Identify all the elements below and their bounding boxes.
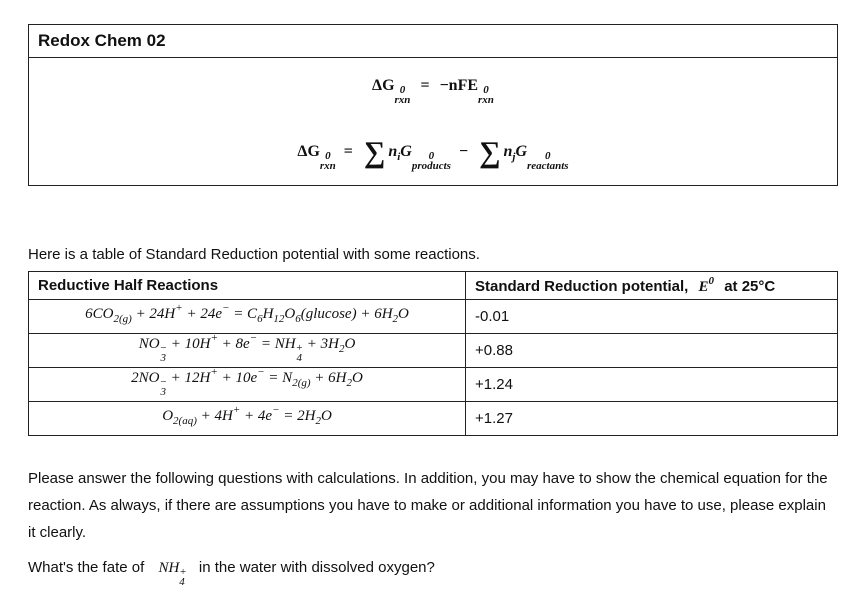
table-row (29, 368, 838, 402)
gibbs-sum-equation: ΔG 0 rxn = ∑ $n_iG$ 0 products − ∑ $n_jG$ 0 reactants (297, 136, 569, 172)
gibbs-faraday-equation: ΔG 0 rxn = −nFE 0 rxn (372, 77, 494, 106)
reaction-nitrate-nitrogen: 2NO − 3 + $12H^+ + 10e^- = N_{2(g)} + 6H_2O$ (29, 368, 466, 402)
table-row (29, 402, 838, 436)
potential-value: +1.27 (466, 402, 838, 436)
potential-value: +0.88 (466, 334, 838, 368)
potential-value: +1.24 (466, 368, 838, 402)
instructions-paragraph: Please answer the following questions with calculations. In addition, you may have to show the chemical equation for the reaction. As always, if there are assumptions you have to make or additional information you have to use, please explain it clearly. (28, 470, 828, 541)
potential-column-header: Standard Reduction potential, $E^0$ at 25°C (466, 272, 838, 300)
reaction-column-header: Reductive Half Reactions (29, 272, 466, 300)
table-intro-text: Here is a table of Standard Reduction potential with some reactions. (28, 246, 480, 263)
table-row (29, 334, 838, 368)
header-box (28, 24, 838, 186)
ammonium-species: NH + 4 (158, 560, 187, 588)
page-title: Redox Chem 02 (29, 25, 837, 58)
reaction-oxygen-water: $O_{2(aq)} + 4H^+ + 4e^- = 2H_2O$ (29, 402, 466, 436)
table-row (29, 300, 838, 334)
table-header-row (29, 272, 838, 300)
reaction-nitrate-ammonium: NO − 3 + 10H+ + 8e− = NH + 4 + $3H_2O$ (29, 334, 466, 368)
reaction-glucose: $6CO_{2(g)} + 24H^+ + 24e^- = C_6H_{12}O_6(glucose) + 6H_2O$ (29, 300, 466, 334)
question-text: What's the fate of NH + 4 in the water with dissolved oxygen? (28, 559, 435, 588)
potential-value: -0.01 (466, 300, 838, 334)
reduction-potential-table (28, 271, 838, 436)
